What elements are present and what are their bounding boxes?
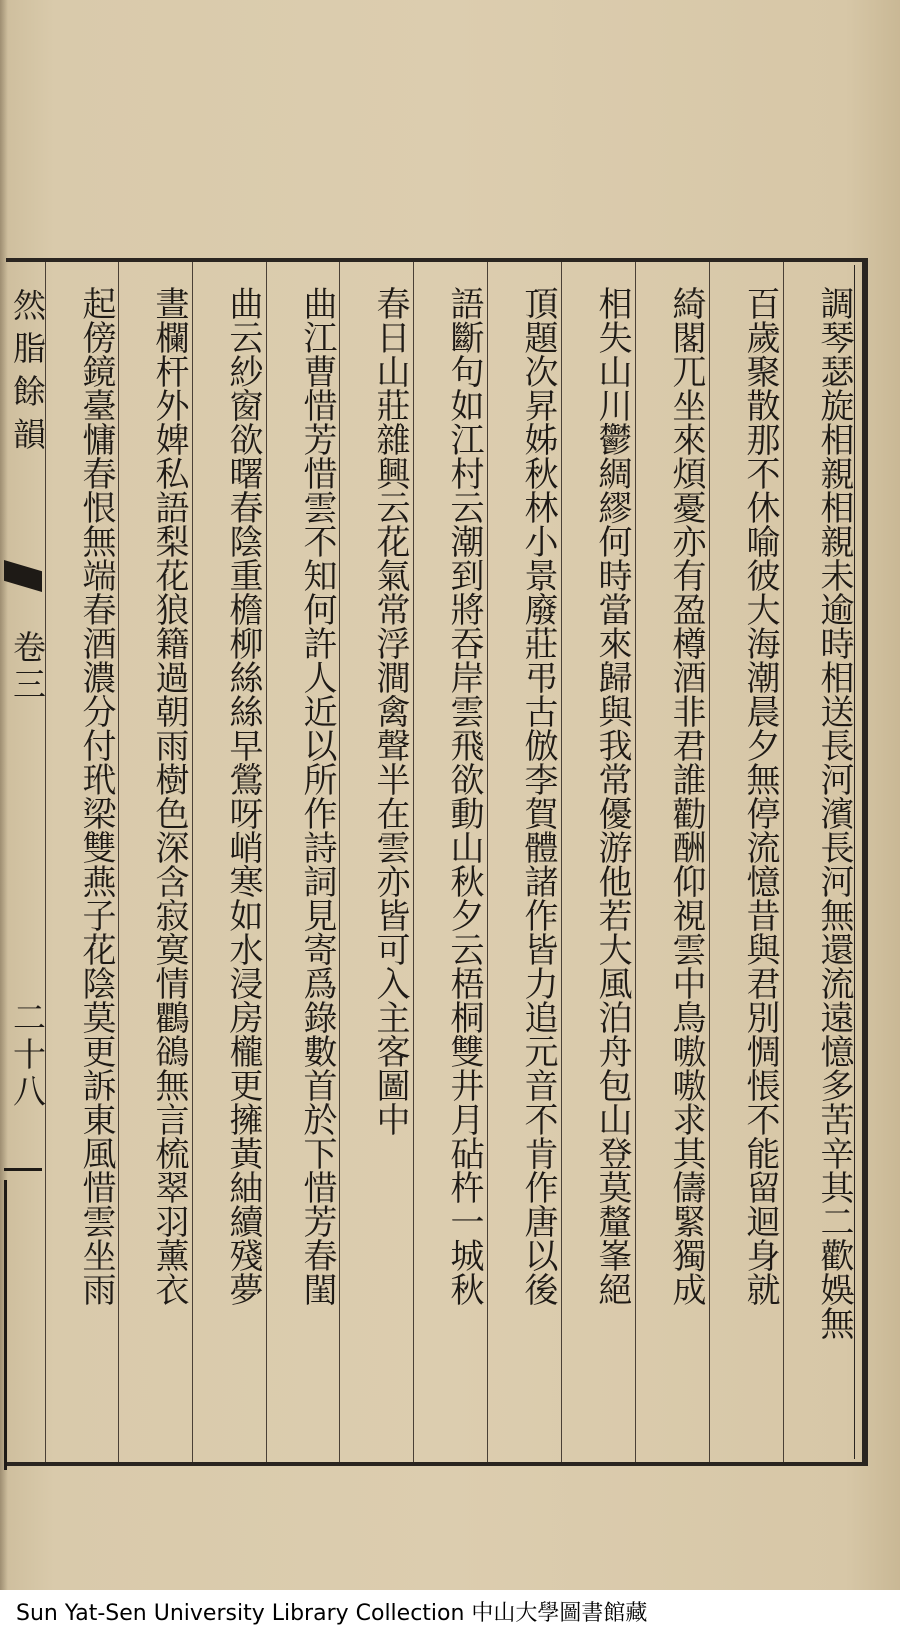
text-column-8: 曲江曹惜芳惜雲不知何許人近以所作詩詞見寄爲錄數首於下惜芳春閨	[297, 286, 337, 1306]
text-column-11: 起傍鏡臺慵春恨無端春酒濃分付玳梁雙燕子花陰莫更訴東風惜雲坐雨	[76, 286, 116, 1306]
text-column-5: 頂題次昇姊秋林小景廢莊弔古倣李賀體諸作皆力追元音不肯作唐以後	[518, 286, 558, 1306]
text-column-1: 調琴瑟旋相親相親未逾時相送長河濱長河無還流遠憶多苦辛其二歡娛無	[814, 286, 854, 1340]
margin-rule	[4, 1180, 7, 1470]
column-divider	[118, 262, 119, 1462]
text-column-2: 百歲聚散那不休喻彼大海潮晨夕無停流憶昔與君別惆悵不能留迴身就	[740, 286, 780, 1306]
book-title: 然脂餘韻	[8, 288, 47, 460]
column-divider	[339, 262, 340, 1462]
column-divider	[709, 262, 710, 1462]
column-divider	[192, 262, 193, 1462]
column-divider	[783, 262, 784, 1462]
column-divider	[561, 262, 562, 1462]
column-divider	[413, 262, 414, 1462]
text-column-9: 曲云紗窗欲曙春陰重檐柳絲絲早鶯呀峭寒如水浸房櫳更擁黃紬續殘夢	[223, 286, 263, 1306]
text-column-10: 晝欄杆外婢私語梨花狼籍過朝雨樹色深含寂寞情鸜鵒無言梳翠羽薰衣	[149, 286, 189, 1306]
column-divider	[487, 262, 488, 1462]
column-divider	[266, 262, 267, 1462]
collection-credit: Sun Yat-Sen University Library Collection 中山大學圖書館藏	[16, 1601, 648, 1626]
text-column-7: 春日山莊雜興云花氣常浮澗禽聲半在雲亦皆可入主客圖中	[370, 286, 410, 1136]
collection-footer	[0, 1590, 900, 1638]
text-column-4: 相失山川鬱綢繆何時當來歸與我常優游他若大風泊舟包山登莫釐峯絕	[592, 286, 632, 1306]
page-number: 二十八	[8, 1000, 47, 1111]
column-divider	[635, 262, 636, 1462]
text-column-3: 綺閣兀坐來煩憂亦有盈樽酒非君誰勸酬仰視雲中鳥嗷嗷求其儔緊獨成	[666, 286, 706, 1306]
volume-label: 卷三	[8, 630, 47, 704]
margin-rule	[4, 1168, 42, 1171]
text-column-6: 語斷句如江村云潮到將吞岸雲飛欲動山秋夕云梧桐雙井月砧杵一城秋	[444, 286, 484, 1306]
